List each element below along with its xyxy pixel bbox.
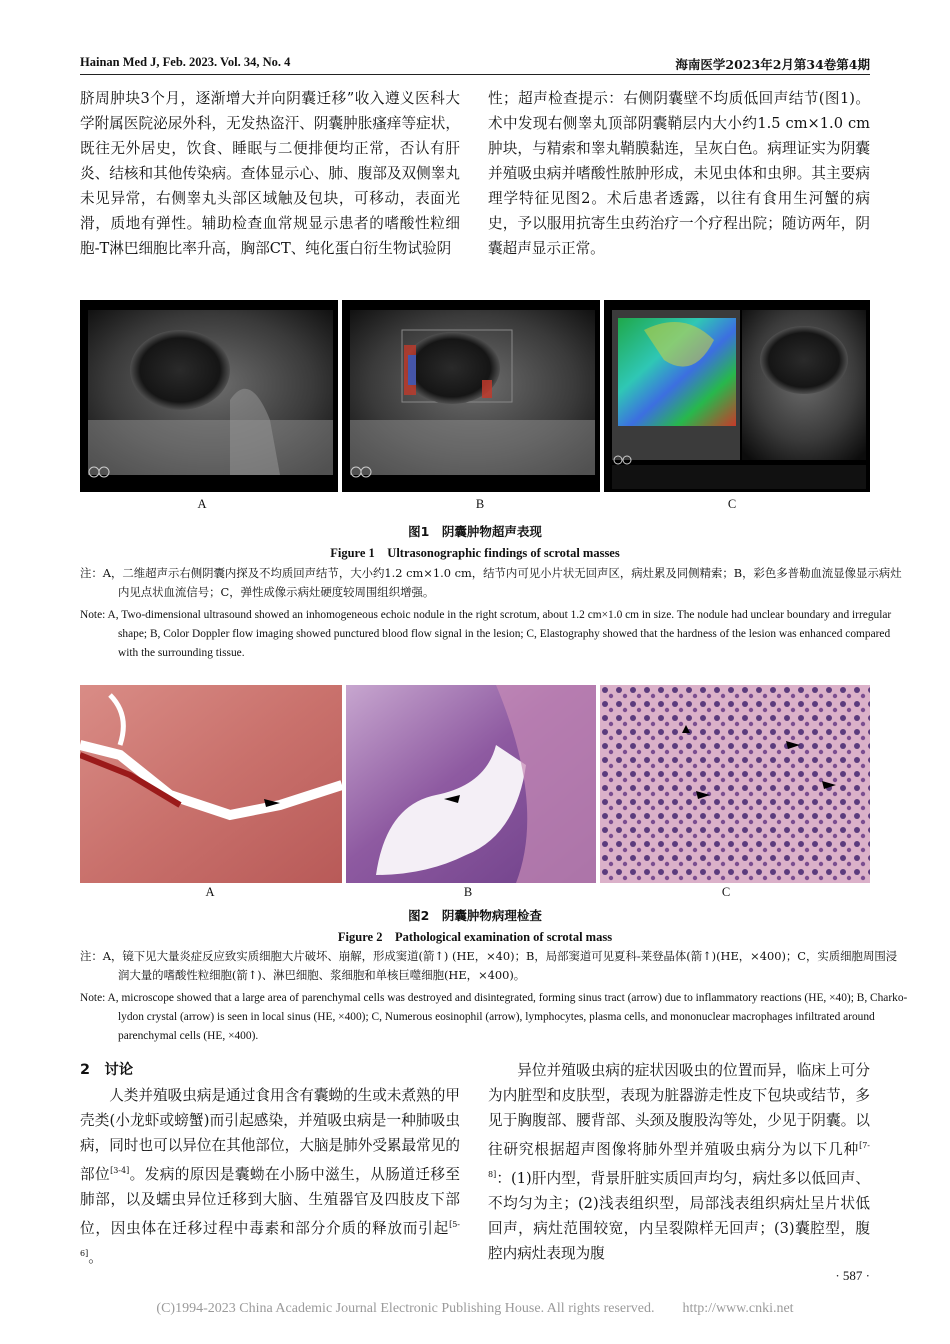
figure2-label-a: A	[205, 885, 215, 899]
intro-right-paragraph: 性；超声检查提示：右侧阴囊壁不均质低回声结节(图1)。术中发现右侧睾丸顶部阴囊鞘层内大小约1.5 cm×1.0 cm肿块，与精索和睾丸鞘膜黏连，呈灰白色。病理证实为阴囊并殖吸虫病并嗜酸性脓肿形成，未见虫体和虫卵。其主要病理学特征见图2。术后患者透露，以往有食用生河蟹的病史，予以服用抗寄生虫药治疗一个疗程出院；随访两年，阴囊超声显示正常。	[488, 90, 870, 257]
figure2-note-cn: 注：A，镜下见大量炎症反应致实质细胞大片破坏、崩解，形成窦道(箭↑) (HE，×40)；B，局部窦道可见夏科-莱登晶体(箭↑)(HE，×400)；C，实质细胞周围浸润大量的嗜酸性粒细胞(箭↑)、淋巴细胞、浆细胞和单核巨噬细胞(HE，×400)。	[80, 949, 898, 982]
header-rule	[80, 74, 870, 75]
figure1-note-cn: 注：A，二维超声示右侧阴囊内探及不均质回声结节，大小约1.2 cm×1.0 cm，结节内可见小片状无回声区，病灶累及同侧精索；B，彩色多普勒血流显像显示病灶内见点状血流信号；C，弹性成像示病灶硬度较周围组织增强。	[80, 566, 902, 599]
figure2-caption-en: Figure 2 Pathological examination of scrotal mass	[337, 930, 613, 944]
figure2-label-c: C	[721, 885, 731, 899]
journal-header-left: Hainan Med J, Feb. 2023. Vol. 34, No. 4	[80, 55, 291, 69]
figure1-note-en: Note: A, Two-dimensional ultrasound showed an inhomogeneous echoic nodule in the right scrotum, about 1.2 cm×1.0 cm in size. The nodule had unclear boundary and irregular shape; B, Color Doppler flow imaging showed punctured blood flow signal in the lesion; C, Elastography showed that the hardness of the lesion was enhanced compared with the surrounding tissue.	[80, 609, 892, 659]
figure1-label-a: A	[197, 497, 207, 511]
figure1-label-b: B	[475, 497, 485, 511]
discussion-text-2: 。发病的原因是囊蚴在小肠中滋生，从肠道迁移至肺部，以及蠕虫异位迁移到大脑、生殖器官及四肢皮下部位，因虫体在迁移过程中毒素和部分介质的释放而引起	[80, 1165, 460, 1237]
page-number: · 587 ·	[835, 1268, 870, 1283]
discussion-right-text-2: ：(1)肝内型，背景肝脏实质回声均匀，病灶多以低回声、不均匀为主；(2)浅表组织型，局部浅表组织病灶呈片状低回声，病灶范围较宽，内呈裂隙样无回声；(3)囊腔型，腹腔内病灶表现为腹	[488, 1169, 870, 1262]
intro-right-column	[488, 86, 870, 261]
histology-panel-a	[80, 685, 342, 883]
citation-7-8: [7-8]	[488, 1141, 870, 1179]
figure2-label-b: B	[463, 885, 473, 899]
discussion-right-paragraph	[488, 1058, 870, 1266]
ultrasound-panel-b	[342, 300, 600, 492]
section-heading: 2 讨论	[80, 1062, 134, 1078]
histology-panel-b	[346, 685, 596, 883]
discussion-left-column	[80, 1058, 460, 1270]
figure2-caption-cn: 图2 阴囊肿物病理检查	[408, 908, 542, 923]
figure2-note-en: Note: A, microscope showed that a large area of parenchymal cells was destroyed and disintegrated, forming sinus tract (arrow) due to inflammatory reactions (HE, ×40); B, Charko-lydon crystal (arrow) is seen in local sinus (HE, ×400); C, Numerous eosinophil (arrow), lymphocytes, plasma cells, and mononuclear macrophages infiltrated around parenchymal cells (HE, ×400).	[80, 992, 908, 1042]
ultrasound-panel-a	[80, 300, 338, 492]
figure1-caption-cn: 图1 阴囊肿物超声表现	[408, 524, 542, 539]
intro-left-column	[80, 86, 460, 261]
histology-panel-c	[600, 685, 870, 883]
ultrasound-panel-c	[604, 300, 870, 492]
intro-left-paragraph: 脐周肿块3个月，逐渐增大并向阴囊迁移”收入遵义医科大学附属医院泌尿外科，无发热盗汗、阴囊肿胀瘙痒等症状，既往无外居史，饮食、睡眠与二便排便均正常，否认有肝炎、结核和其他传染病。查体显示心、肺、腹部及双侧睾丸未见异常，右侧睾丸头部区域触及包块，可移动，表面光滑，质地有弹性。辅助检查血常规显示患者的嗜酸性粒细胞-T淋巴细胞比率升高，胸部CT、纯化蛋白衍生物试验阴	[80, 90, 460, 257]
journal-header-right: 海南医学2023年2月第34卷第4期	[675, 57, 870, 72]
figure1-caption-en: Figure 1 Ultrasonographic findings of scrotal masses	[330, 546, 620, 560]
discussion-text-1: 人类并殖吸虫病是通过食用含有囊蚴的生或未煮熟的甲壳类(小龙虾或螃蟹)而引起感染，并殖吸虫病是一种肺吸虫病，同时也可以异位在其他部位，大脑是肺外受累最常见的部位	[80, 1087, 460, 1183]
figure1-ultrasound-image	[80, 300, 870, 492]
copyright-footer: (C)1994-2023 China Academic Journal Electronic Publishing House. All rights reserved. http://www.cnki.net	[156, 1301, 794, 1316]
citation-3-4: [3-4]	[110, 1166, 130, 1175]
figure2-histology-image	[80, 685, 870, 883]
figure1-label-c: C	[727, 497, 737, 511]
citation-5-6: [5-6]	[80, 1219, 460, 1258]
discussion-right-text-1: 异位并殖吸虫病的症状因吸虫的位置而异，临床上可分为内脏型和皮肤型，表现为脏器游走性皮下包块或结节，多见于胸腹部、腰背部、头颈及腹股沟等处，少见于阴囊。以往研究根据超声图像将肺外型并殖吸虫病分为以下几种	[488, 1062, 870, 1158]
discussion-paragraph	[80, 1083, 460, 1270]
discussion-right-column	[488, 1058, 870, 1266]
discussion-text-3: 。	[88, 1248, 103, 1266]
